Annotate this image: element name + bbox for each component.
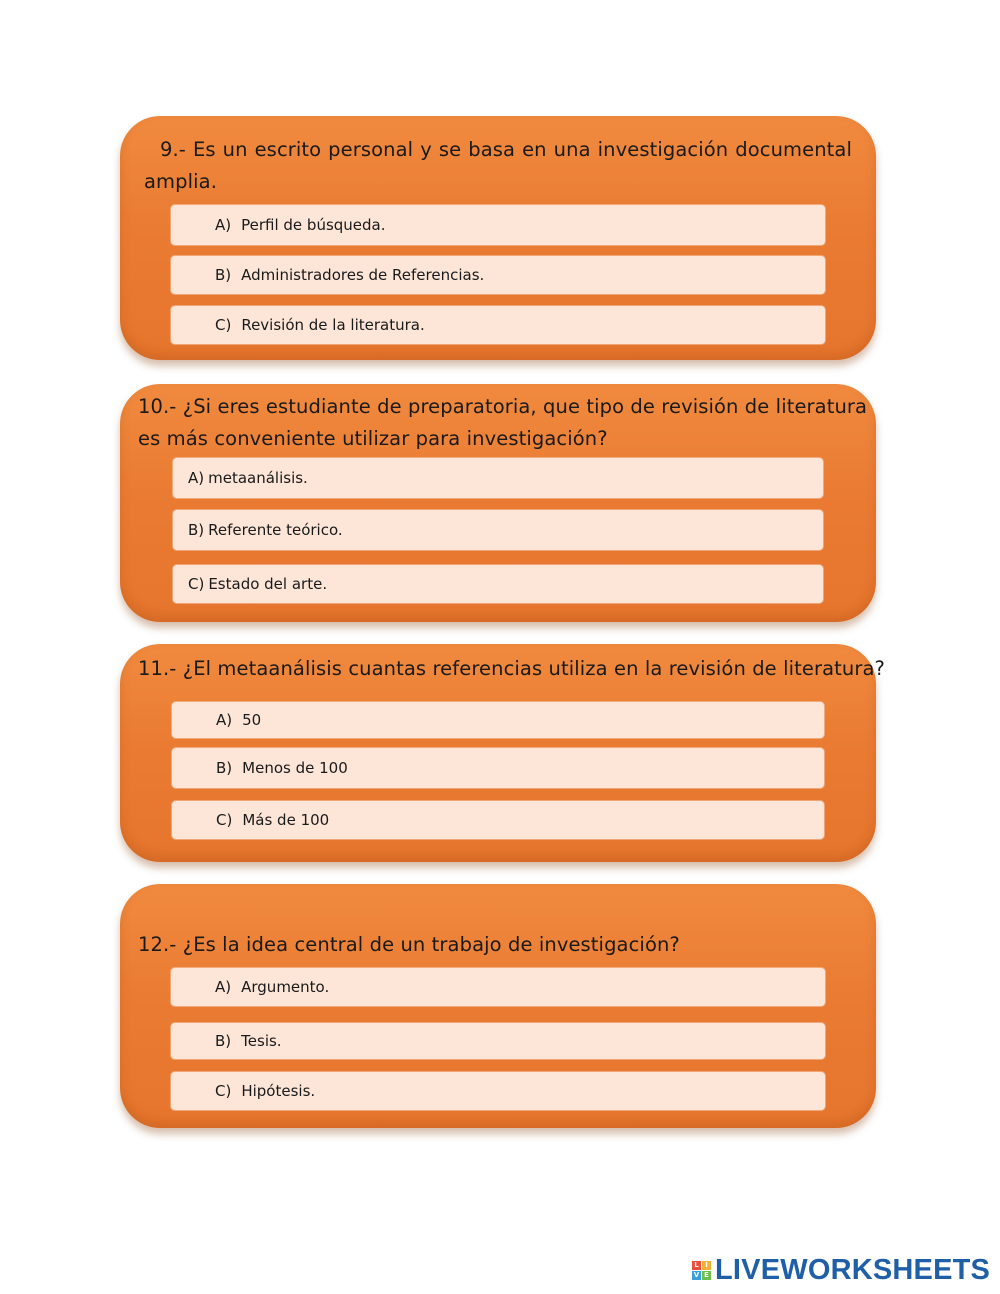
option-text: Argumento. (241, 978, 330, 996)
option-12-b[interactable] (171, 1023, 825, 1059)
question-11-text: 11.- ¿El metaanálisis cuantas referencias utiliza en la revisión de literatura? (138, 657, 885, 680)
question-9-text: 9.- Es un escrito personal y se basa en una investigación documental amplia. (144, 138, 852, 193)
question-card-11 (120, 644, 885, 862)
option-text: Tesis. (241, 1032, 282, 1050)
logo-letter: V (693, 1271, 700, 1279)
option-11-c[interactable] (172, 801, 824, 839)
option-letter: B) (188, 521, 205, 539)
option-text: Estado del arte. (208, 575, 328, 593)
brand-name: LIVEWORKSHEETS (715, 1254, 991, 1286)
option-12-a[interactable] (171, 968, 825, 1006)
option-11-a[interactable] (172, 702, 824, 738)
option-9-a[interactable] (171, 205, 825, 245)
option-text: metaanálisis. (208, 469, 308, 487)
option-10-a[interactable] (173, 458, 823, 498)
question-card-10 (120, 384, 876, 622)
option-12-c[interactable] (171, 1072, 825, 1110)
option-letter: A) (215, 216, 232, 234)
logo-letter: L (692, 1261, 701, 1270)
option-text: Administradores de Referencias. (241, 266, 485, 284)
option-11-b[interactable] (172, 748, 824, 788)
question-12-text: 12.- ¿Es la idea central de un trabajo de investigación? (138, 933, 680, 956)
option-10-b[interactable] (173, 510, 823, 550)
option-letter: A) (215, 978, 232, 996)
logo-letter: E (702, 1271, 711, 1280)
option-text: Hipótesis. (241, 1082, 316, 1100)
option-letter: B) (215, 1032, 232, 1050)
option-letter: C) (216, 811, 233, 829)
option-letter: C) (188, 575, 205, 593)
option-letter: B) (215, 266, 232, 284)
option-letter: A) (188, 469, 205, 487)
option-letter: B) (216, 759, 233, 777)
option-9-b[interactable] (171, 256, 825, 294)
option-letter: C) (215, 1082, 232, 1100)
option-text: Más de 100 (242, 811, 330, 829)
liveworksheets-brand (692, 1254, 990, 1287)
logo-letter: I (702, 1261, 711, 1270)
option-letter: A) (216, 711, 233, 729)
option-text: 50 (242, 711, 262, 729)
question-card-12 (120, 884, 876, 1128)
option-text: Revisión de la literatura. (241, 316, 425, 334)
question-10-text: 10.- ¿Si eres estudiante de preparatoria, que tipo de revisión de literatura es más conveniente utilizar para investigación? (138, 395, 868, 450)
question-card-9 (120, 116, 876, 360)
option-text: Perfil de búsqueda. (241, 216, 386, 234)
option-text: Menos de 100 (242, 759, 348, 777)
option-9-c[interactable] (171, 306, 825, 344)
option-text: Referente teórico. (208, 521, 343, 539)
option-letter: C) (215, 316, 232, 334)
liveworksheets-logo-icon (692, 1261, 711, 1280)
option-10-c[interactable] (173, 565, 823, 603)
